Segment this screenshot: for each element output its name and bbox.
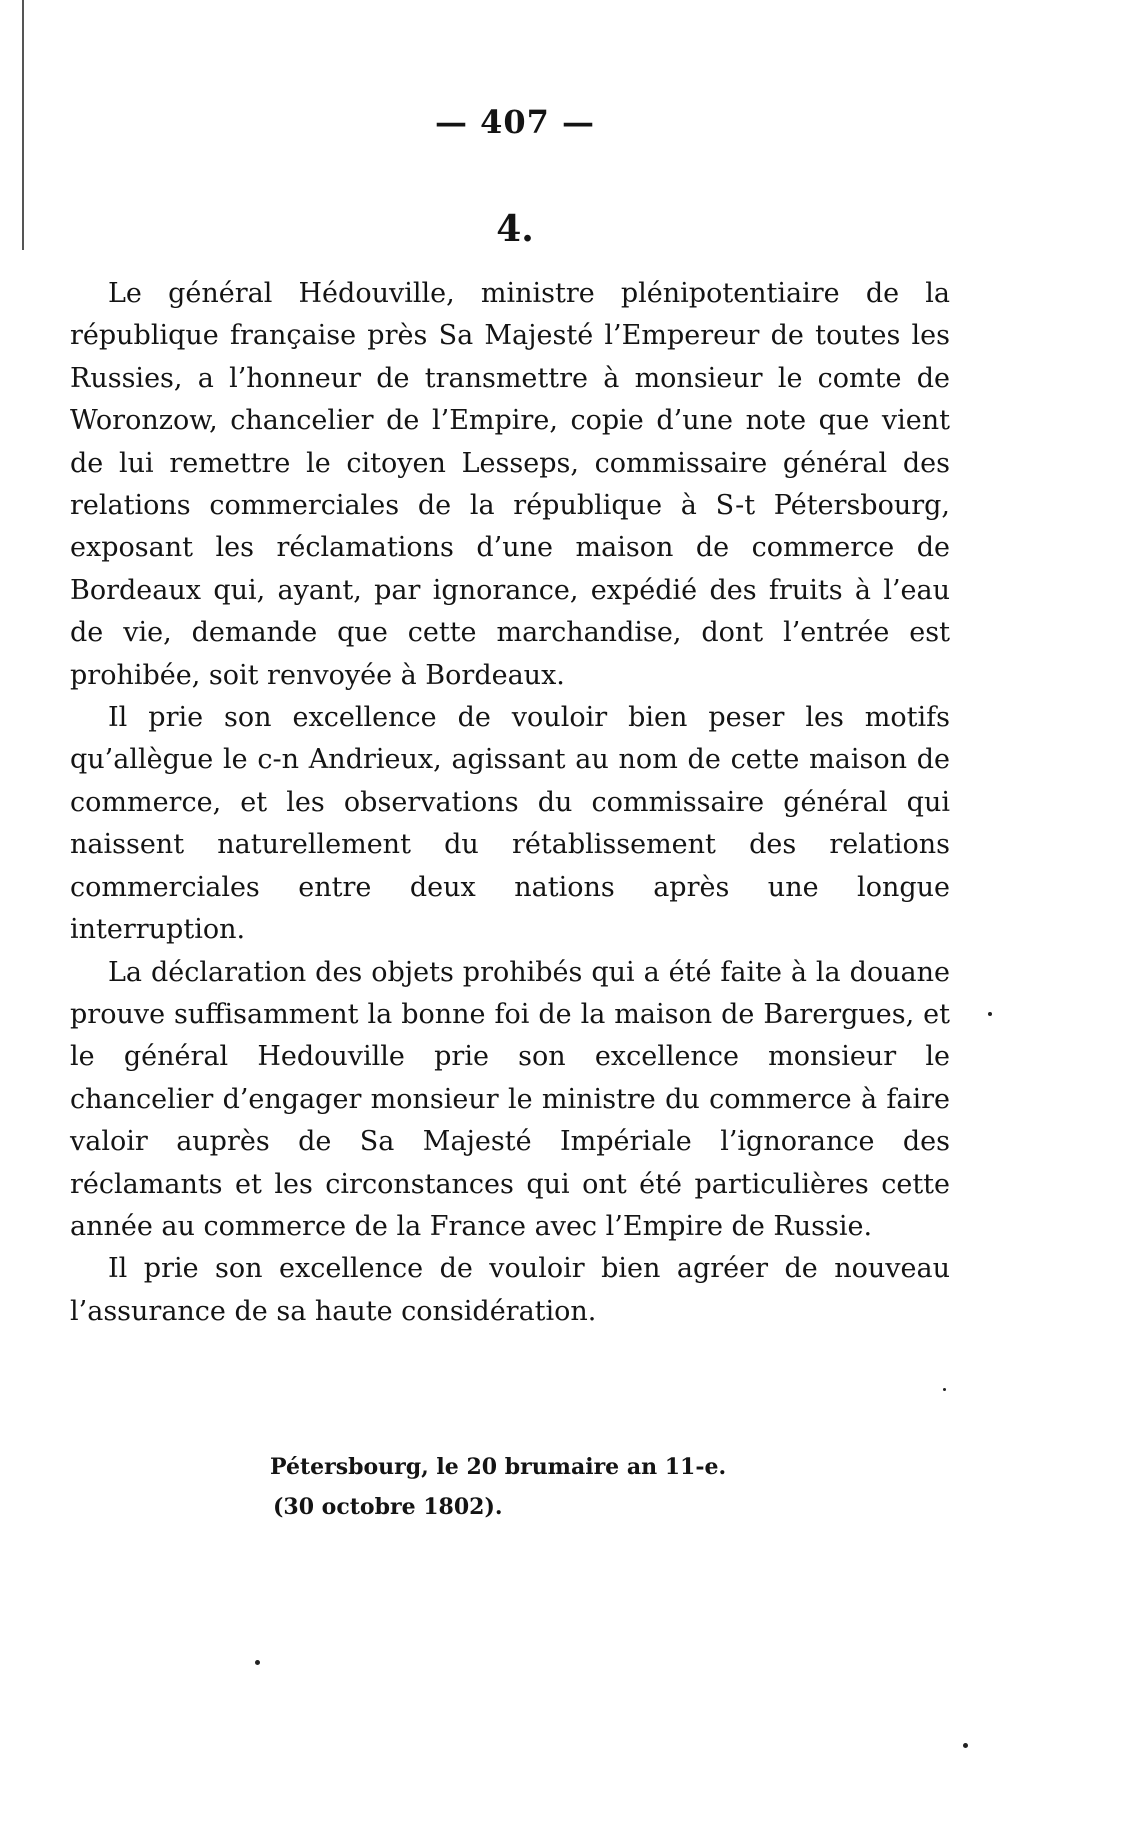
page-number: — 407 — [434, 103, 596, 141]
document-number: 4. [496, 208, 534, 250]
paragraph-1: Le général Hédouville, ministre plénipotentiaire de la république française près Sa Majesté l’Empereur de toutes les Russies, a l’honneur de transmettre à monsieur le comte de Woronzow, chancelier de l’Empire, copie d’une note que vient de lui remettre le citoyen Lesseps, commissaire général des relations commerciales de la république à S-t Pétersbourg, exposant les réclamations d’une maison de commerce de Bordeaux qui, ayant, par ignorance, expédié des fruits à l’eau de vie, demande que cette marchandise, dont l’entrée est prohibée, soit renvoyée à Bordeaux. [70, 278, 950, 691]
ink-speck [988, 1012, 992, 1016]
letter-body [70, 273, 950, 1333]
dateline [155, 1447, 726, 1527]
dateline-republican: Pétersbourg, le 20 brumaire an 11-e. [270, 1454, 727, 1480]
ink-speck [963, 1743, 968, 1748]
dateline-gregorian: (30 octobre 1802). [273, 1494, 503, 1520]
ink-speck [943, 1388, 946, 1391]
paragraph-2: Il prie son excellence de vouloir bien peser les motifs qu’allègue le c-n Andrieux, agissant au nom de cette maison de commerce, et les observations du commissaire général qui naissent naturellement du rétablissement des relations commerciales entre deux nations après une longue interruption. [70, 702, 950, 946]
paragraph-4: Il prie son excellence de vouloir bien agréer de nouveau l’assurance de sa haute considération. [70, 1253, 950, 1327]
ink-speck [255, 1660, 260, 1665]
paragraph-3: La déclaration des objets prohibés qui a été faite à la douane prouve suffisamment la bonne foi de la maison de Barergues, et le général Hedouville prie son excellence monsieur le chancelier d’engager monsieur le ministre du commerce à faire valoir auprès de Sa Majesté Impériale l’ignorance des réclamants et les circonstances qui ont été particulières cette année au commerce de la France avec l’Empire de Russie. [70, 956, 950, 1242]
